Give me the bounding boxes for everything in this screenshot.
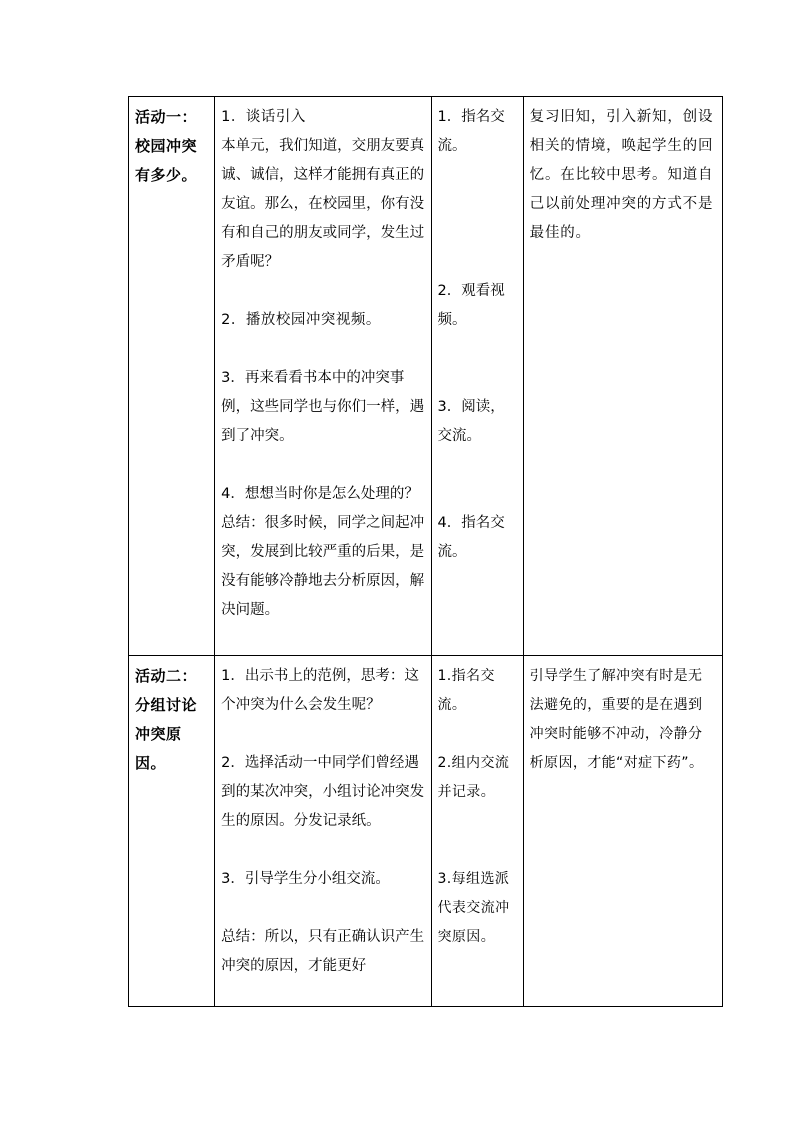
student-activity-cell — [431, 655, 523, 1006]
teacher-step: 3．再来看看书本中的冲突事例，这些同学也与你们一样，遇到了冲突。 — [221, 370, 425, 444]
teacher-step: 1．出示书上的范例，思考：这个冲突为什么会发生呢？ — [221, 667, 419, 713]
teacher-step: 2．播放校园冲突视频。 — [221, 312, 381, 328]
student-step: 3．阅读，交流。 — [437, 399, 505, 444]
teacher-step: 1．谈话引入 — [221, 109, 306, 125]
activity-title-line: 有多少。 — [135, 166, 198, 184]
activity-title-line: 校园冲突 — [135, 137, 198, 155]
student-step: 2．观看视频。 — [437, 283, 505, 328]
teacher-step: 4．想想当时你是怎么处理的？ — [221, 486, 419, 502]
activity-title-line: 分组讨论 — [135, 695, 198, 714]
activity-title-cell — [129, 655, 215, 1006]
activity-title-line: 活动二： — [135, 666, 198, 685]
teacher-activity-cell — [215, 655, 431, 1006]
activity-title-line: 活动一： — [135, 108, 198, 126]
design-purpose-cell — [523, 655, 722, 1006]
teacher-summary: 总结：所以，只有正确认识产生冲突的原因，才能更好 — [221, 928, 425, 974]
teacher-activity-cell — [215, 97, 431, 656]
student-step: 1.指名交流。 — [437, 667, 495, 713]
teacher-step: 2．选择活动一中同学们曾经遇到的某次冲突，小组讨论冲突发生的原因。分发记录纸。 — [221, 754, 425, 829]
lesson-plan-table — [128, 96, 723, 1007]
design-purpose-text: 引导学生了解冲突有时是无法避免的，重要的是在遇到冲突时能够不冲动，冷静分析原因，才能“对症下药”。 — [529, 667, 704, 771]
student-activity-cell — [431, 97, 523, 656]
student-step: 1．指名交流。 — [437, 109, 505, 154]
student-step: 2.组内交流并记录。 — [437, 754, 510, 800]
activity-title-cell — [129, 97, 215, 656]
table-row — [129, 97, 723, 656]
teacher-summary: 总结：很多时候，同学之间起冲突，发展到比较严重的后果，是没有能够冷静地去分析原因，解决问题。 — [221, 515, 425, 618]
teacher-step-body: 本单元，我们知道，交朋友要真诚、诚信，这样才能拥有真正的友谊。那么，在校园里，你有没有和自己的朋友或同学，发生过矛盾呢？ — [221, 138, 425, 270]
activity-title-line: 冲突原因。 — [135, 724, 182, 772]
design-purpose-text: 复习旧知，引入新知，创设相关的情境，唤起学生的回忆。在比较中思考。知道自己以前处理冲突的方式不是最佳的。 — [529, 109, 714, 241]
student-step: 3.每组选派代表交流冲突原因。 — [437, 870, 510, 945]
table-row — [129, 655, 723, 1006]
design-purpose-cell — [523, 97, 722, 656]
teacher-step: 3．引导学生分小组交流。 — [221, 870, 390, 887]
student-step: 4．指名交流。 — [437, 515, 505, 560]
